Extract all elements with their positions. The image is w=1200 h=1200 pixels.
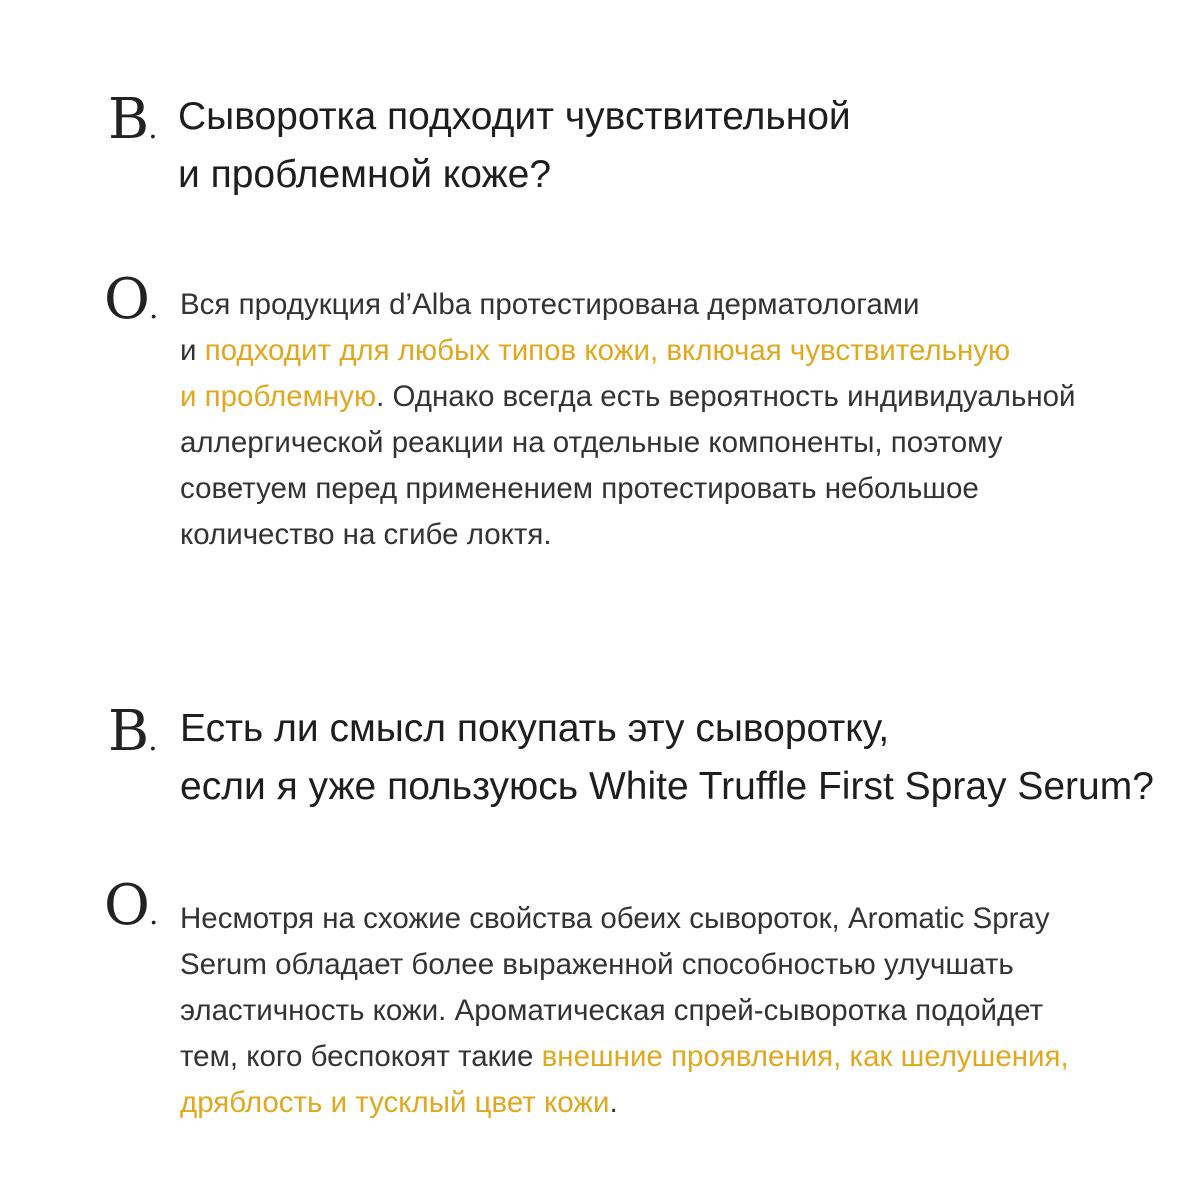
answer-line: и подходит для любых типов кожи, включая чувствительную [180,334,1011,367]
answer-text [180,896,1069,1126]
answer-line: аллергической реакции на отдельные компоненты, поэтому [180,426,1003,459]
answer-line: дряблость и тусклый цвет кожи. [180,1086,618,1119]
question-text [180,700,1154,816]
highlighted-text: подходит для любых типов кожи, включая чувствительную [204,334,1011,367]
answer-line: советуем перед применением протестировать небольшое [180,472,979,505]
highlighted-text: внешние проявления, как шелушения, [541,1040,1069,1073]
answer-marker: О. [104,267,159,332]
question-line: и проблемной коже? [178,153,552,196]
answer-line: тем, кого беспокоят такие внешние проявления, как шелушения, [180,1040,1069,1073]
answer-line: и проблемную. Однако всегда есть вероятность индивидуальной [180,380,1076,413]
answer-marker: О. [104,873,159,938]
question-marker: В. [108,699,158,764]
highlighted-text: дряблость и тусклый цвет кожи [180,1086,610,1119]
question-line: если я уже пользуюсь White Truffle First Spray Serum? [180,765,1154,808]
question-line: Есть ли смысл покупать эту сыворотку, [180,707,890,750]
answer-line: количество на сгибе локтя. [180,518,552,551]
answer-line: Несмотря на схожие свойства обеих сывороток, Aromatic Spray [180,902,1050,935]
question-text [178,88,851,204]
answer-line: эластичность кожи. Ароматическая спрей-сыворотка подойдет [180,994,1044,1027]
question-line: Сыворотка подходит чувствительной [178,95,851,138]
answer-text [180,282,1076,558]
answer-line: Serum обладает более выраженной способностью улучшать [180,948,1014,981]
highlighted-text: и проблемную [180,380,377,413]
answer-line: Вся продукция d’Alba протестирована дерматологами [180,288,920,321]
question-marker: В. [108,87,158,152]
